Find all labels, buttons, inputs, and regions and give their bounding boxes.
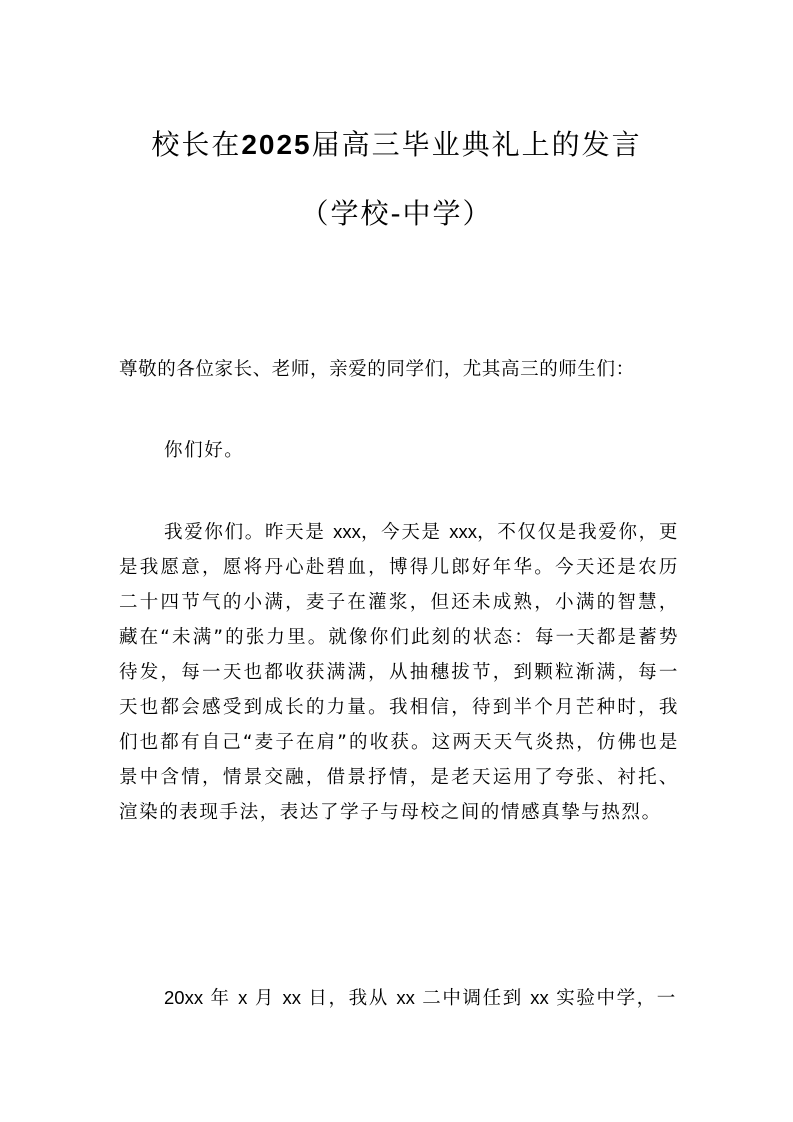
title-year: 2025	[241, 129, 312, 160]
text-segment: ，不仅仅是我爱你，更是我愿意，愿将丹心赴碧血，博得儿郎好年华。今天还是农历二十四节气的小满，麦子在灌浆，但还未成熟，小满的智慧，藏在“未满”的张力里。就像你们此刻的状态：每一天都是蓄势待发，每一天也都收获满满，从抽穗拔节，到颗粒渐满，每一天也都会感受到成长的力量。我相信，待到半个月芒种时，我们也都有自己“麦子在肩”的收获。这两天天气炎热，仿佛也是景中含情，情景交融，借景抒情，是老天运用了夸张、衬托、渲染的表现手法，表达了学子与母校之间的情感真挚与热烈。	[119, 522, 679, 823]
text-segment: ，今天是	[360, 522, 450, 543]
placeholder-text: xxx	[333, 521, 361, 542]
text-segment: 月	[247, 988, 283, 1009]
document-title	[0, 127, 793, 163]
paragraph-2	[119, 980, 679, 1016]
text-segment: 年	[203, 988, 239, 1009]
paragraph-1	[119, 514, 679, 830]
placeholder-text: xx	[530, 987, 549, 1008]
placeholder-text: xxx	[449, 521, 478, 542]
placeholder-text: x	[238, 987, 248, 1008]
placeholder-text: xx	[396, 987, 415, 1008]
text-segment: 实验中学，一	[548, 988, 677, 1009]
text-segment: 二中调任到	[414, 988, 531, 1009]
title-suffix: 届高三毕业典礼上的发言	[311, 128, 642, 161]
placeholder-text: xx	[282, 987, 301, 1008]
document-subtitle: （学校-中学）	[300, 197, 493, 230]
placeholder-text: 20xx	[164, 987, 204, 1008]
title-prefix: 校长在	[151, 128, 242, 161]
greeting: 你们好。	[164, 440, 245, 461]
text-segment: 日，我从	[300, 988, 397, 1009]
text-segment: 我爱你们。昨天是	[164, 522, 334, 543]
salutation: 尊敬的各位家长、老师，亲爱的同学们，尤其高三的师生们：	[119, 359, 635, 380]
